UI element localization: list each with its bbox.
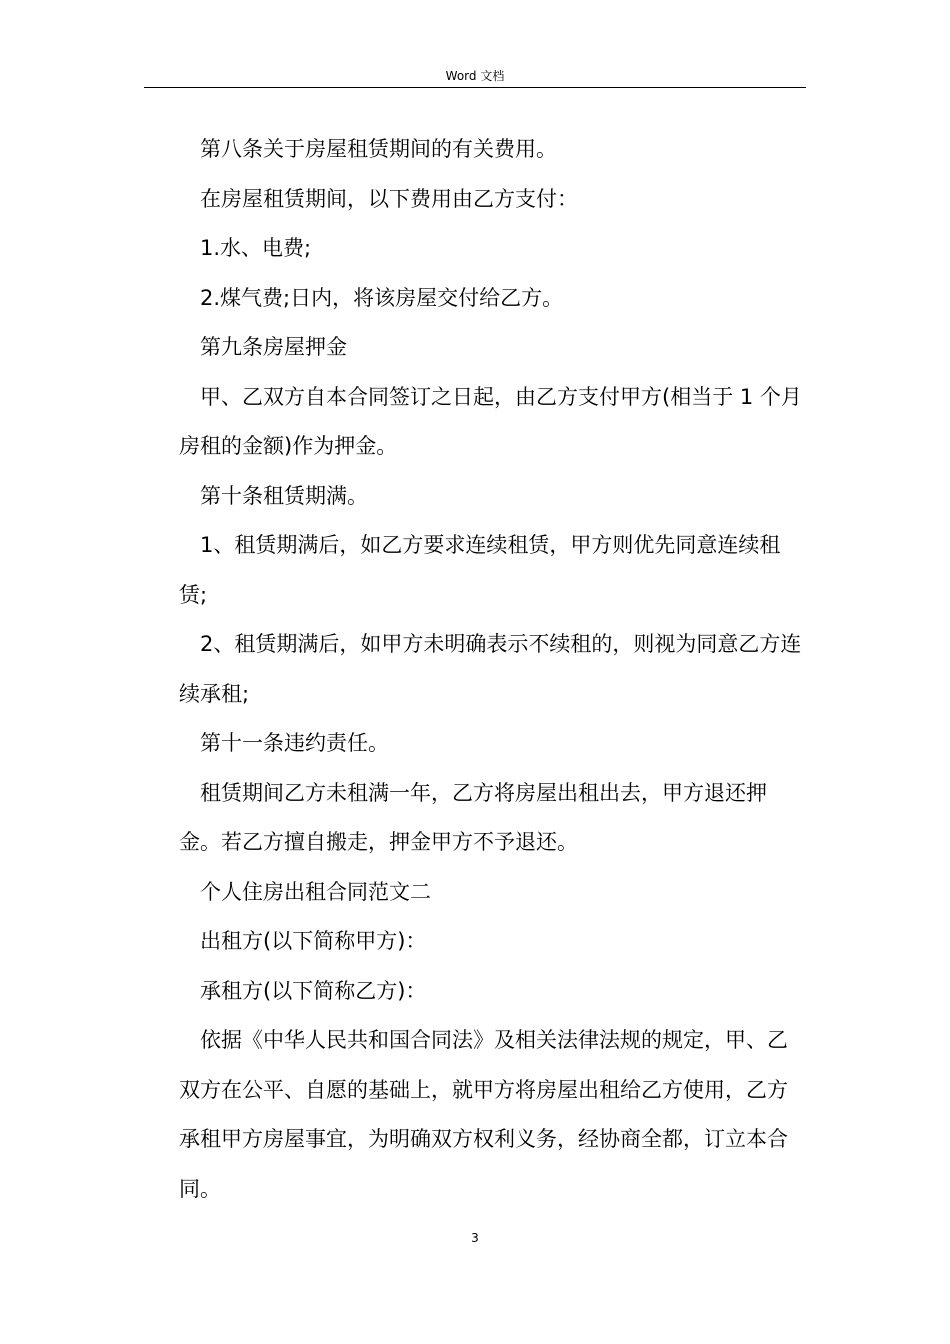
document-body <box>179 125 804 1214</box>
paragraph: 第十一条违约责任。 <box>200 731 389 755</box>
paragraph: 2、租赁期满后，如甲方未明确表示不续租的，则视为同意乙方连续承租; <box>179 632 802 706</box>
paragraph: 1、租赁期满后，如乙方要求连续租赁，甲方则优先同意连续租赁; <box>179 533 781 607</box>
page-number: 3 <box>471 1231 479 1245</box>
paragraph: 依据《中华人民共和国合同法》及相关法律法规的规定，甲、乙双方在公平、自愿的基础上，就甲方将房屋出租给乙方使用，乙方承租甲方房屋事宜，为明确双方权利义务，经协商全都，订立本合同。 <box>179 1028 788 1201</box>
page-header: Word 文档 <box>445 69 505 83</box>
paragraph: 出租方(以下简称甲方)： <box>200 929 427 953</box>
paragraph: 甲、乙双方自本合同签订之日起，由乙方支付甲方(相当于 1 个月房租的金额)作为押金。 <box>179 384 802 458</box>
paragraph: 2.煤气费;日内，将该房屋交付给乙方。 <box>200 285 564 310</box>
paragraph: 第八条关于房屋租赁期间的有关费用。 <box>200 137 557 161</box>
paragraph: 承租方(以下简称乙方)： <box>200 978 427 1003</box>
header-divider <box>144 87 806 88</box>
paragraph: 第九条房屋押金 <box>200 335 347 359</box>
paragraph: 1.水、电费; <box>200 236 312 260</box>
paragraph: 个人住房出租合同范文二 <box>200 879 431 904</box>
paragraph: 第十条租赁期满。 <box>200 483 368 508</box>
paragraph: 租赁期间乙方未租满一年，乙方将房屋出租出去，甲方退还押金。若乙方擅自搬走，押金甲方不予退还。 <box>179 780 767 854</box>
paragraph: 在房屋租赁期间，以下费用由乙方支付： <box>200 186 578 211</box>
